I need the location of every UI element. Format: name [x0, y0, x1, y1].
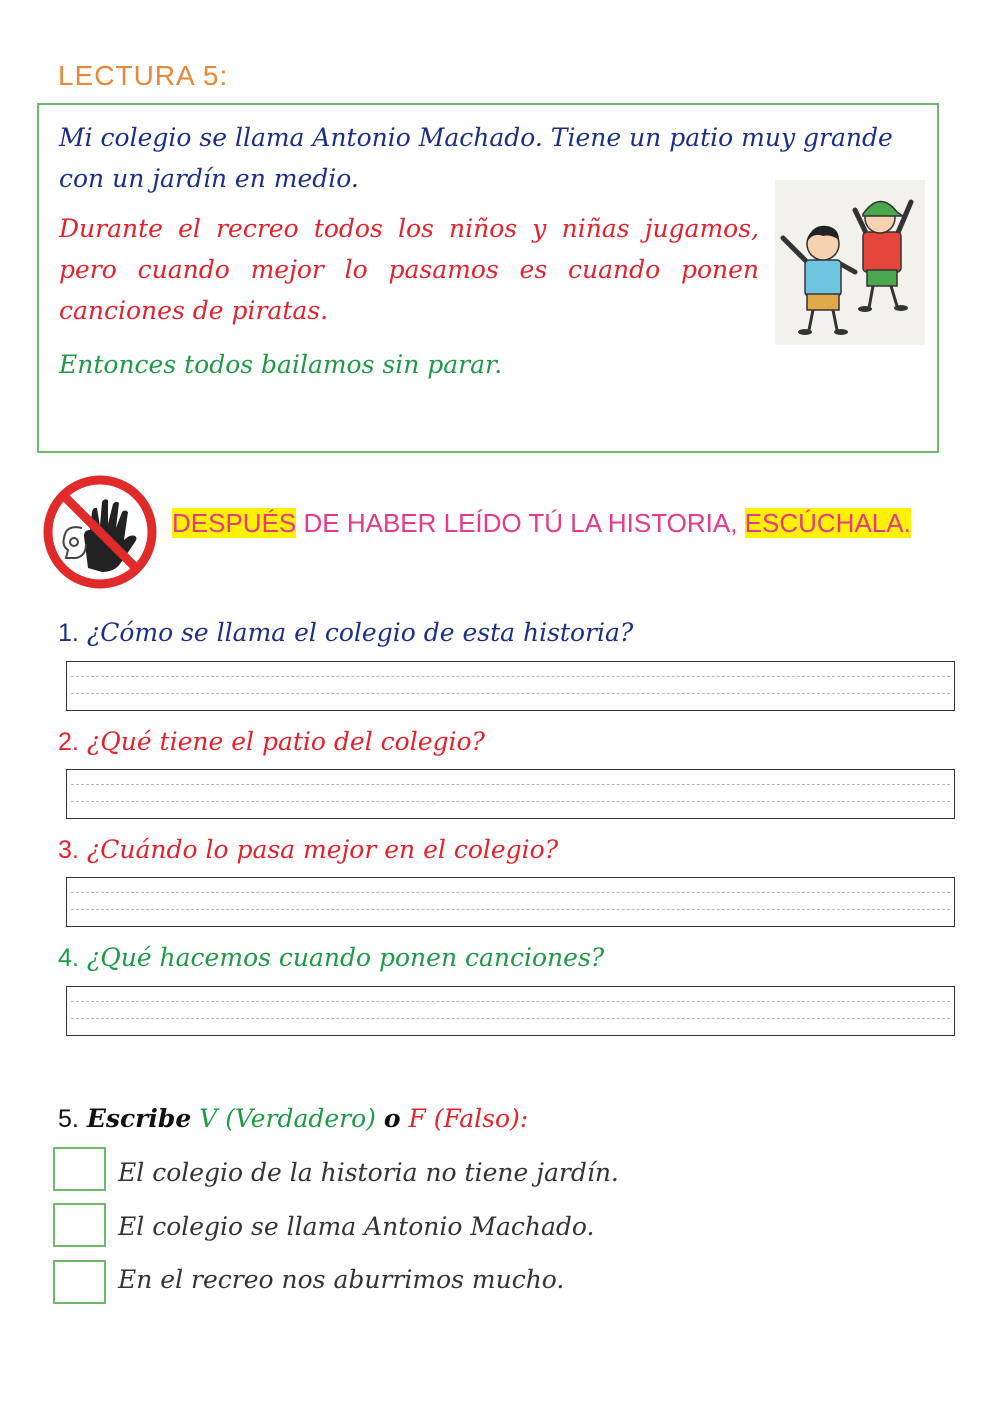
answer-box-4[interactable] [66, 986, 955, 1036]
tf-answer-box-3[interactable] [53, 1260, 106, 1304]
question-2-text: ¿Qué tiene el patio del colegio? [86, 727, 485, 756]
question-4: 4. ¿Qué hacemos cuando ponen canciones? [58, 943, 605, 972]
tf-statement-3: En el recreo nos aburrimos mucho. [118, 1265, 565, 1294]
highlight-despues: DESPUÉS [172, 508, 297, 538]
reading-paragraph-3: Entonces todos bailamos sin parar. [59, 350, 503, 379]
lesson-title: LECTURA 5: [58, 60, 229, 91]
true-false-title: 5. Escribe V (Verdadero) o F (Falso): [58, 1104, 529, 1133]
verdadero-label: V (Verdadero) [199, 1104, 376, 1133]
question-1: 1. ¿Cómo se llama el colegio de esta historia? [58, 618, 634, 647]
no-listening-icon [40, 472, 160, 592]
tf-statement-2: El colegio se llama Antonio Machado. [118, 1212, 595, 1241]
question-3-text: ¿Cuándo lo pasa mejor en el colegio? [86, 835, 559, 864]
answer-box-3[interactable] [66, 877, 955, 927]
question-2: 2. ¿Qué tiene el patio del colegio? [58, 727, 485, 756]
kids-playing-illustration [775, 180, 925, 345]
answer-box-1[interactable] [66, 661, 955, 711]
question-4-text: ¿Qué hacemos cuando ponen canciones? [86, 943, 605, 972]
question-3: 3. ¿Cuándo lo pasa mejor en el colegio? [58, 835, 559, 864]
highlight-escuchala: ESCÚCHALA. [744, 508, 911, 538]
listen-instruction [172, 508, 911, 539]
question-1-text: ¿Cómo se llama el colegio de esta historia? [86, 618, 634, 647]
reading-paragraph-1: Mi colegio se llama Antonio Machado. Tiene un patio muy grande con un jardín en medio. [59, 123, 893, 193]
tf-statement-1: El colegio de la historia no tiene jardín. [118, 1158, 619, 1187]
tf-answer-box-1[interactable] [53, 1147, 106, 1191]
reading-paragraph-2: Durante el recreo todos los niños y niñas jugamos, pero cuando mejor lo pasamos es cuando ponen canciones de piratas. [59, 214, 759, 325]
listen-middle-text: DE HABER LEÍDO TÚ LA HISTORIA, [296, 508, 745, 538]
answer-box-2[interactable] [66, 769, 955, 819]
tf-answer-box-2[interactable] [53, 1203, 106, 1247]
falso-label: F (Falso): [408, 1104, 529, 1133]
